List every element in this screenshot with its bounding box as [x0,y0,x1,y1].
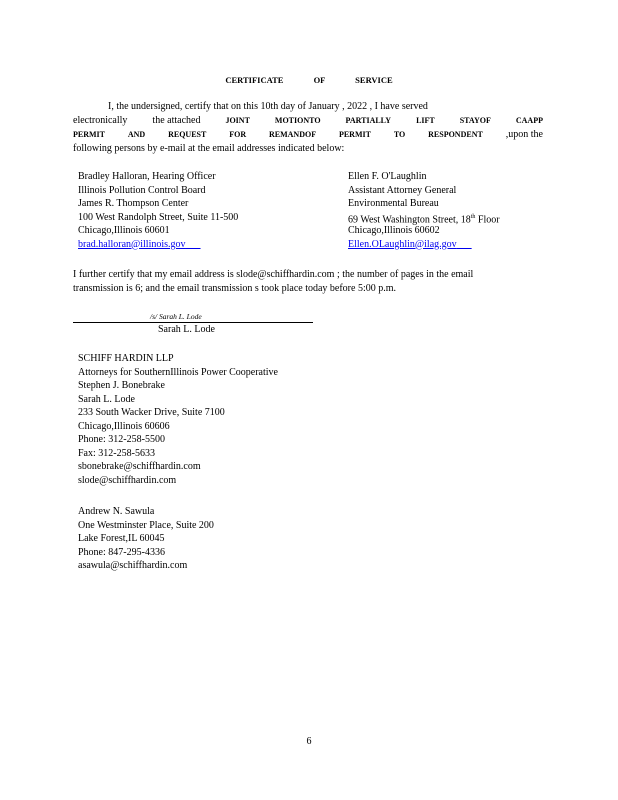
recipient-building: James R. Thompson Center [78,198,189,209]
intro-line-4: following persons by e-mail at the email addresses indicated below: [73,143,345,154]
intro-line-3: PERMIT AND REQUEST FOR REMANDOF PERMIT TO RESPONDENT ,upon the [73,129,543,140]
signature-line [73,322,313,323]
second-contact-block [78,505,214,573]
recipient-name: Bradley Halloran, Hearing Officer [78,171,216,182]
firm-line: Attorneys for SouthernIllinois Power Cooperative [78,366,278,378]
firm-line: Stephen J. Bonebrake [78,380,165,391]
firm-line: sbonebrake@schiffhardin.com [78,461,201,472]
contact-line: Andrew N. Sawula [78,506,155,517]
recipient-bureau: Environmental Bureau [348,198,439,209]
recipient-street: 100 West Randolph Street, Suite 11-500 [78,211,239,223]
recipient-right [348,170,500,251]
contact-line: asawula@schiffhardin.com [78,560,188,571]
recipient-city: Chicago,Illinois 60601 [78,225,170,236]
contact-line: Phone: 847-295-4336 [78,546,165,558]
document-title: CERTIFICATE OF SERVICE [225,75,393,85]
recipient-name: Ellen F. O'Laughlin [348,171,427,182]
firm-line: slode@schiffhardin.com [78,474,177,486]
page-number: 6 [306,736,312,747]
recipient-left [78,170,238,251]
intro-line-1: I, the undersigned, certify that on this 10th day of January , 2022 , I have served [108,101,428,112]
firm-line: Phone: 312-258-5500 [78,434,165,445]
firm-line: Sarah L. Lode [78,393,135,405]
recipient-street: 69 West Washington Street, 18th Floor [348,213,500,225]
recipient-email-link[interactable]: brad.halloran@illinois.gov [78,238,186,250]
further-line-1: I further certify that my email address is slode@schiffhardin.com ; the number of pages in the email [73,269,474,280]
firm-line: 233 South Wacker Drive, Suite 7100 [78,407,225,418]
firm-line: SCHIFF HARDIN LLP [78,353,174,364]
recipient-org: Illinois Pollution Control Board [78,184,206,196]
recipient-email-link[interactable]: Ellen.OLaughlin@ilag.gov [348,238,457,250]
firm-line: Fax: 312-258-5633 [78,447,155,459]
recipient-city: Chicago,Illinois 60602 [348,225,440,236]
recipient-title: Assistant Attorney General [348,184,457,196]
electronic-signature: /s/ Sarah L. Lode [150,312,202,321]
intro-line-2: electronically the attached JOINT MOTIONTO PARTIALLY LIFT STAYOF CAAPP [73,115,543,126]
firm-block [78,352,278,487]
further-line-2: transmission is 6; and the email transmission s took place today before 5:00 p.m. [73,283,397,294]
signer-name: Sarah L. Lode [158,324,215,335]
contact-line: Lake Forest,IL 60045 [78,533,165,544]
firm-line: Chicago,Illinois 60606 [78,420,170,432]
contact-line: One Westminster Place, Suite 200 [78,519,214,531]
